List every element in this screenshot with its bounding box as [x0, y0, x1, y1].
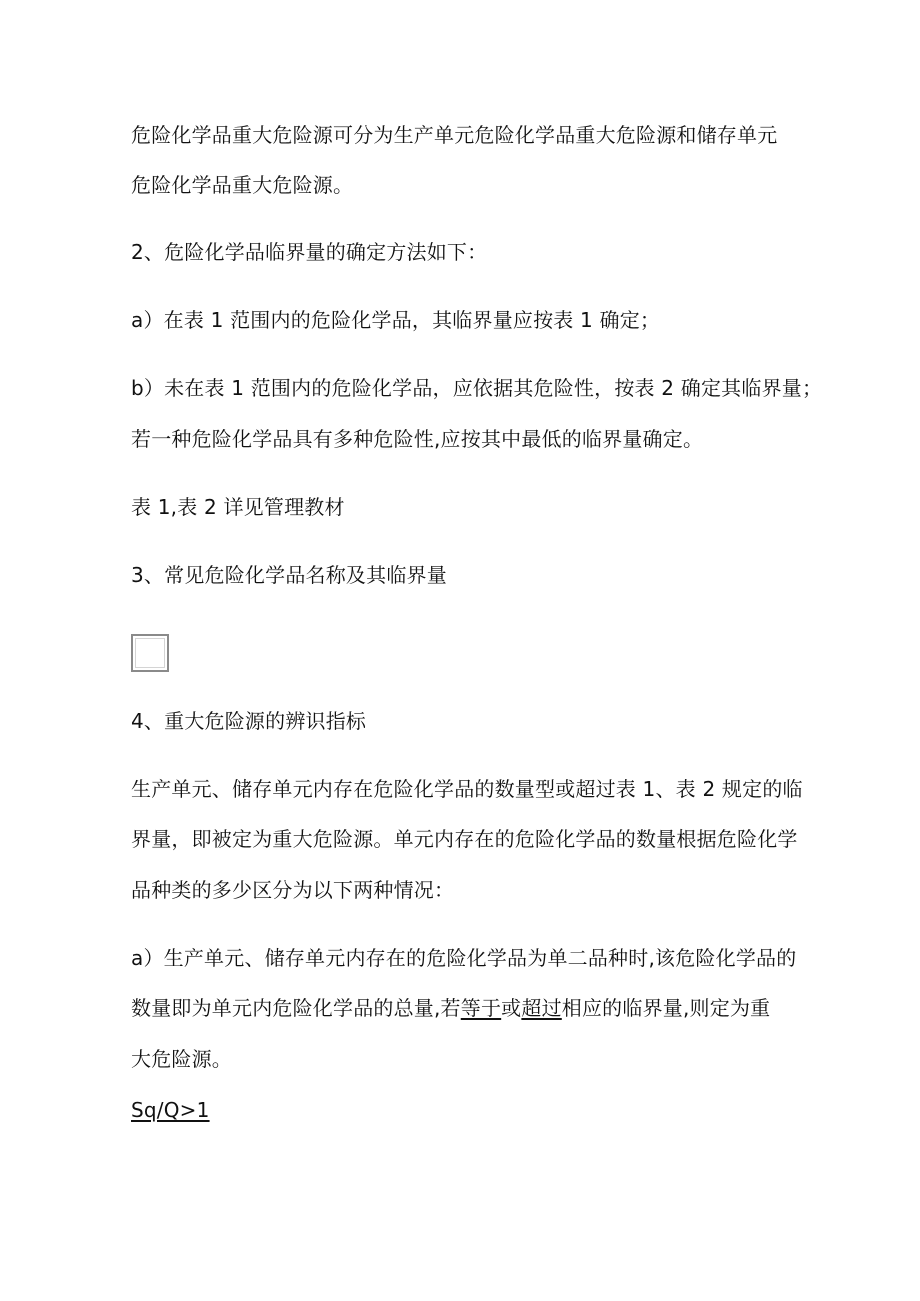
text-span: 相应的临界量,则定为重 [561, 996, 771, 1020]
paragraph-line: 生产单元、储存单元内存在危险化学品的数量型或超过表 1、表 2 规定的临 [131, 777, 803, 801]
underlined-text: 超过 [521, 996, 562, 1020]
section-heading: 4、重大危险源的辨识指标 [131, 709, 367, 733]
paragraph-line: 危险化学品重大危险源可分为生产单元危险化学品重大危险源和储存单元 [131, 123, 778, 147]
section-heading: 3、常见危险化学品名称及其临界量 [131, 563, 447, 587]
paragraph-line: 2、危险化学品临界量的确定方法如下： [131, 240, 488, 264]
paragraph-line: 表 1,表 2 详见管理教材 [131, 495, 345, 519]
paragraph-line [131, 994, 770, 1022]
paragraph-line: 若一种危险化学品具有多种危险性,应按其中最低的临界量确定。 [131, 427, 704, 451]
text-span: 或 [501, 996, 522, 1020]
text-span: 数量即为单元内危险化学品的总量,若 [131, 996, 461, 1020]
paragraph-line: 界量，即被定为重大危险源。单元内存在的危险化学品的数量根据危险化学 [131, 827, 798, 851]
paragraph-line: 品种类的多少区分为以下两种情况： [131, 878, 455, 902]
formula: Sq/Q>1 [131, 1098, 210, 1122]
paragraph-line: 大危险源。 [131, 1047, 232, 1071]
underlined-text: 等于 [460, 996, 502, 1020]
paragraph-line: 危险化学品重大危险源。 [131, 173, 354, 197]
paragraph-line: b）未在表 1 范围内的危险化学品，应依据其危险性，按表 2 确定其临界量； [131, 376, 823, 400]
broken-image-placeholder [131, 634, 169, 672]
paragraph-line: a）生产单元、储存单元内存在的危险化学品为单二品种时,该危险化学品的 [131, 946, 797, 970]
paragraph-line: a）在表 1 范围内的危险化学品，其临界量应按表 1 确定； [131, 308, 661, 332]
